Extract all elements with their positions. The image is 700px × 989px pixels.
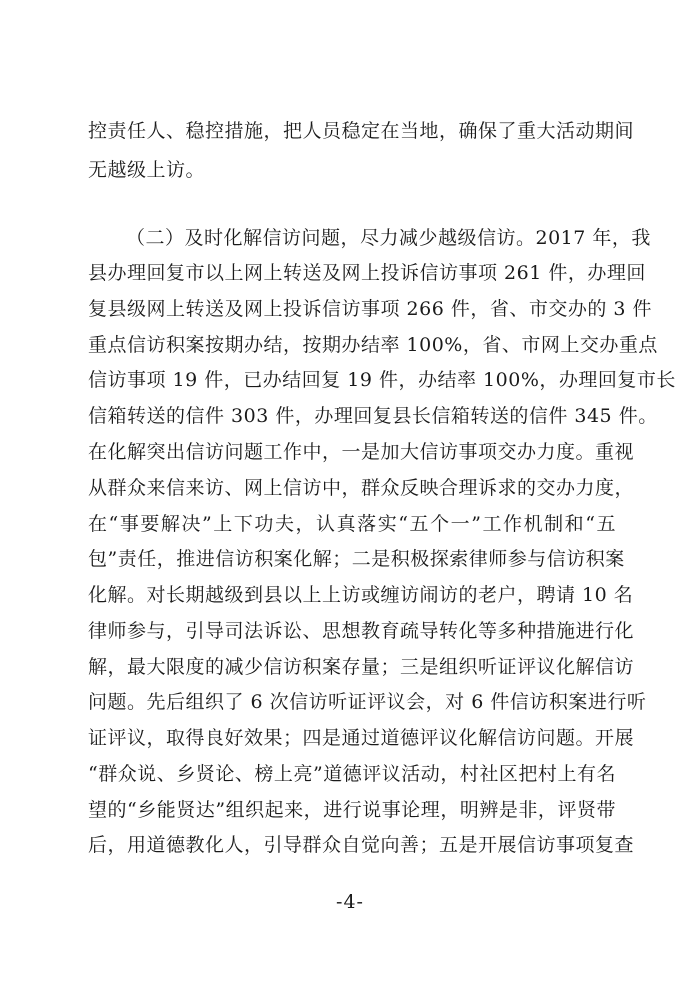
page-number: -4- — [336, 891, 364, 913]
text-line-13: 化解。对长期越级到县以上上访或缠访闹访的老户，聘请 10 名 — [88, 584, 634, 606]
text-line-20: 后，用道德教化人，引导群众自觉向善；五是开展信访事项复查 — [88, 834, 635, 856]
text-line-11: 在“事要解决”上下功夫，认真落实“五个一”工作机制和“五 — [88, 513, 616, 535]
text-line-18: “群众说、乡贤论、榜上亮”道德评议活动，村社区把村上有名 — [88, 763, 616, 785]
text-line-9: 在化解突出信访问题工作中，一是加大信访事项交办力度。重视 — [88, 441, 635, 463]
text-line-5: 复县级网上转送及网上投诉信访事项 266 件，省、市交办的 3 件 — [88, 298, 653, 320]
text-line-16: 问题。先后组织了 6 次信访听证评议会，对 6 件信访积案进行听 — [88, 691, 647, 713]
text-line-15: 解，最大限度的减少信访积案存量；三是组织听证评议化解信访 — [88, 656, 635, 678]
text-line-2: 无越级上访。 — [88, 159, 206, 181]
text-line-8: 信箱转送的信件 303 件，办理回复县长信箱转送的信件 345 件。 — [88, 405, 658, 427]
text-line-14: 律师参与，引导司法诉讼、思想教育疏导转化等多种措施进行化 — [88, 620, 635, 642]
text-line-10: 从群众来信来访、网上信访中，群众反映合理诉求的交办力度， — [88, 477, 635, 499]
text-line-6: 重点信访积案按期办结，按期办结率 100%，省、市网上交办重点 — [88, 334, 658, 356]
text-line-4: 县办理回复市以上网上转送及网上投诉信访事项 261 件，办理回 — [88, 262, 646, 284]
text-line-1: 控责任人、稳控措施，把人员稳定在当地，确保了重大活动期间 — [88, 120, 635, 142]
section-heading-line: （二）及时化解信访问题，尽力减少越级信访。2017 年，我 — [126, 227, 651, 249]
text-line-12: 包”责任，推进信访积案化解；二是积极探索律师参与信访积案 — [88, 548, 625, 570]
text-line-17: 证评议，取得良好效果；四是通过道德评议化解信访问题。开展 — [88, 727, 635, 749]
text-line-7: 信访事项 19 件，已办结回复 19 件，办结率 100%，办理回复市长 — [88, 369, 676, 391]
text-line-19: 望的“乡能贤达”组织起来，进行说事论理，明辨是非，评贤带 — [88, 799, 616, 821]
